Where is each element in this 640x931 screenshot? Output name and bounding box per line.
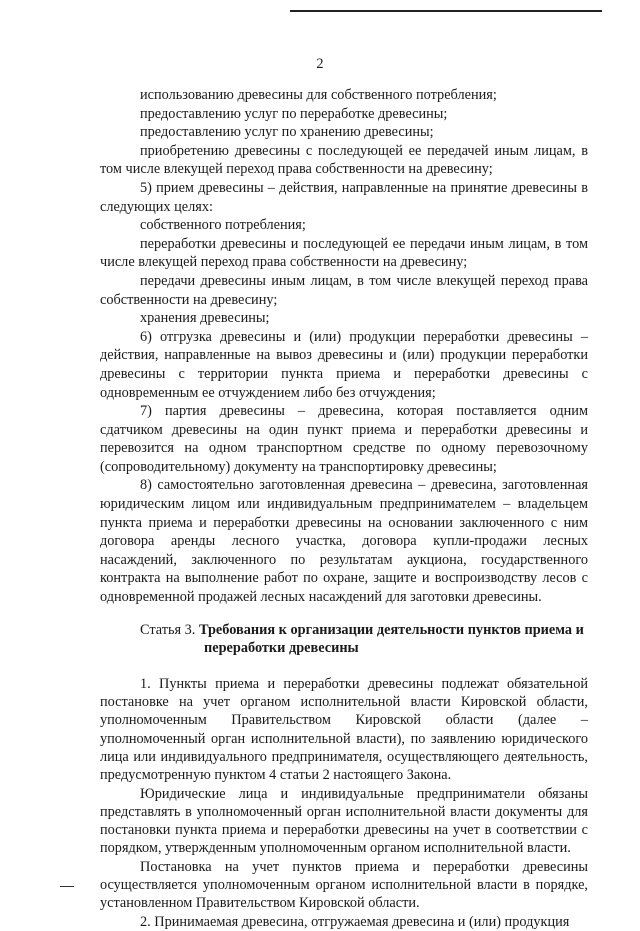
page-number: 2 — [316, 56, 324, 72]
paragraph: использованию древесины для собственного потребления; — [140, 87, 497, 103]
paragraph: переработки древесины и последующей ее передачи иным лицам, в том числе влекущей переход права собственности на древесину; — [100, 235, 588, 271]
article-title-line-2: переработки древесины — [204, 640, 359, 657]
paragraph: передачи древесины иным лицам, в том числе влекущей переход права собственности на древесину; — [100, 272, 588, 308]
paragraph: предоставлению услуг по хранению древесины; — [140, 124, 434, 141]
paragraph: 1. Пункты приема и переработки древесины подлежат обязательной постановке на учет органом исполнительной власти Кировской области, уполномоченным Правительством Кировской области (далее – уполномоченный орган исполнительной власти), по заявлению юридического лица или индивидуального предпринимателя, осуществляющего деятельность, предусмотренную пунктом 4 статьи 2 настоящего Закона. — [100, 675, 588, 784]
document-body — [100, 86, 588, 931]
article-title-line-1: Требования к организации деятельности пунктов приема и — [198, 621, 584, 638]
paragraph: 5) прием древесины – действия, направленные на принятие древесины в следующих целях: — [100, 179, 588, 215]
paragraph: собственного потребления; — [140, 217, 306, 234]
article-number: Статья 3. — [140, 621, 196, 638]
paragraph: 2. Принимаемая древесина, отгружаемая древесина и (или) продукция — [140, 913, 570, 930]
paragraph: 7) партия древесины – древесина, которая поставляется одним сдатчиком древесины на один пункт приема и переработки древесины и перевозится на одном транспортном средстве по одному перевозочному (сопроводительному) документу на транспортировку древесины; — [100, 403, 588, 475]
section-spacer — [100, 658, 588, 675]
paragraph: Постановка на учет пунктов приема и переработки древесины осуществляется уполномоченным органом исполнительной власти в порядке, установленном Правительством Кировской области. — [100, 858, 588, 912]
paragraph: хранения древесины; — [140, 310, 270, 327]
article-heading — [100, 621, 588, 658]
scan-border-line-top — [290, 10, 602, 12]
paragraph: предоставлению услуг по переработке древесины; — [140, 105, 448, 122]
paragraph: 8) самостоятельно заготовленная древесина – древесина, заготовленная юридическим лицом или индивидуальным предпринимателем – владельцем пункта приема и переработки древесины на основании заключенного с ним договора аренды лесного участка, договора купли-продажи лесных насаждений, заключенного по результатам аукциона, государственного контракта на выполнение работ по охране, защите и воспроизводству лесов с одновременной продажей лесных насаждений для заготовки древесины. — [100, 477, 588, 606]
paragraph: 6) отгрузка древесины и (или) продукции переработки древесины – действия, направленные на вывоз древесины и (или) продукции переработки древесины с территории пункта приема и переработки древесины с одновременным ее отчуждением либо без отчуждения; — [100, 328, 588, 401]
paragraph: приобретению древесины с последующей ее передачей иным лицам, в том числе влекущей переход права собственности на древесину; — [100, 142, 588, 178]
paragraph: Юридические лица и индивидуальные предприниматели обязаны представлять в уполномоченный орган исполнительной власти документы для постановки пункта приема и переработки древесины на учет в соответствии с порядком, утвержденным уполномоченным органом исполнительной власти. — [100, 785, 588, 857]
scan-mark-bottom — [60, 886, 74, 887]
